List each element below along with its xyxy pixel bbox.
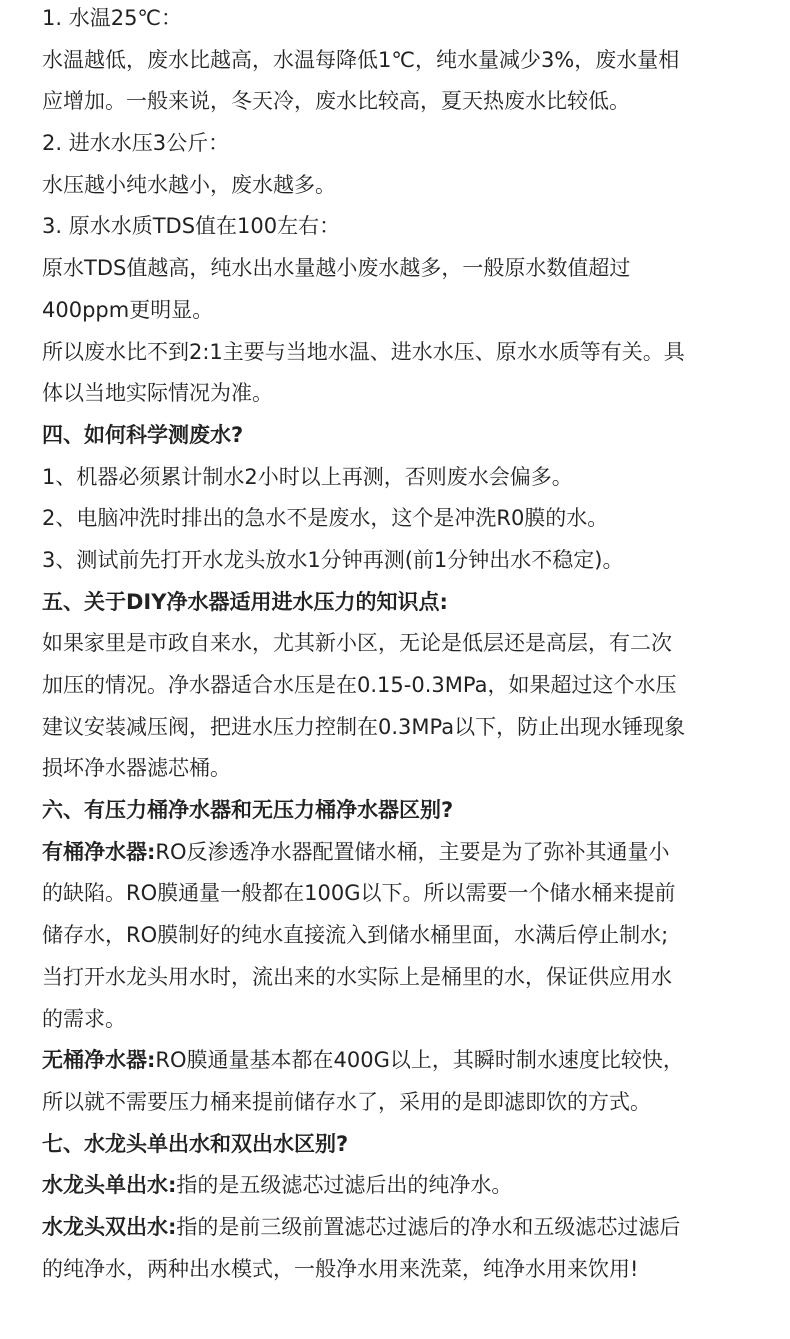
paragraph-line: 储存水，RO膜制好的纯水直接流入到储水桶里面，水满后停止制水; xyxy=(42,923,669,948)
paragraph-line: 体以当地实际情况为准。 xyxy=(42,381,273,406)
lead-text: RO膜通量基本都在400G以上，其瞬时制水速度比较快， xyxy=(155,1048,684,1073)
paragraph-line: 水压越小纯水越小，废水越多。 xyxy=(42,172,336,197)
section-heading-7: 七、水龙头单出水和双出水区别? xyxy=(42,1131,349,1156)
paragraph-line: 的纯净水，两种出水模式，一般净水用来洗菜，纯净水用来饮用! xyxy=(42,1256,639,1281)
section-heading-5: 五、关于DIY净水器适用进水压力的知识点: xyxy=(42,589,448,614)
paragraph-line xyxy=(42,1207,772,1249)
lead-text: 指的是五级滤芯过滤后出的纯净水。 xyxy=(176,1173,513,1198)
lead-term-tank-purifier: 有桶净水器: xyxy=(42,839,156,864)
paragraph-line: 水温越低，废水比越高，水温每降低1℃，纯水量减少3%，废水量相 xyxy=(42,47,680,72)
paragraph-line: 如果家里是市政自来水，尤其新小区，无论是低层还是高层，有二次 xyxy=(42,631,672,656)
paragraph-line: 建议安装减压阀，把进水压力控制在0.3MPa以下，防止出现水锤现象 xyxy=(42,714,686,739)
article-body xyxy=(42,0,772,1290)
paragraph-line: 所以废水比不到2:1主要与当地水温、进水水压、原水水质等有关。具 xyxy=(42,339,685,364)
lead-term-single-outlet: 水龙头单出水: xyxy=(42,1173,177,1198)
paragraph-line: 400ppm更明显。 xyxy=(42,297,214,322)
paragraph-line xyxy=(42,1165,772,1207)
paragraph-line: 的需求。 xyxy=(42,1006,126,1031)
paragraph-line: 所以就不需要压力桶来提前储存水了，采用的是即滤即饮的方式。 xyxy=(42,1089,651,1114)
paragraph-line: 原水TDS值越高，纯水出水量越小废水越多，一般原水数值超过 xyxy=(42,256,631,281)
section-heading-4: 四、如何科学测废水? xyxy=(42,422,244,447)
section-heading-6: 六、有压力桶净水器和无压力桶净水器区别? xyxy=(42,798,454,823)
lead-text: RO反渗透净水器配置储水桶，主要是为了弥补其通量小 xyxy=(155,839,670,864)
paragraph-line: 损坏净水器滤芯桶。 xyxy=(42,756,231,781)
list-item: 2、电脑冲洗时排出的急水不是废水，这个是冲洗R0膜的水。 xyxy=(42,506,609,531)
paragraph-line: 的缺陷。RO膜通量一般都在100G以下。所以需要一个储水桶来提前 xyxy=(42,881,676,906)
subheading-raw-water-tds: 3. 原水水质TDS值在100左右： xyxy=(42,214,341,239)
list-item: 3、测试前先打开水龙头放水1分钟再测(前1分钟出水不稳定)。 xyxy=(42,547,624,572)
lead-text: 指的是前三级前置滤芯过滤后的净水和五级滤芯过滤后 xyxy=(176,1214,681,1239)
lead-term-dual-outlet: 水龙头双出水: xyxy=(42,1214,177,1239)
paragraph-line xyxy=(42,1040,772,1082)
paragraph-line: 应增加。一般来说，冬天冷，废水比较高，夏天热废水比较低。 xyxy=(42,89,630,114)
lead-term-tankless-purifier: 无桶净水器: xyxy=(42,1048,156,1073)
paragraph-line: 当打开水龙头用水时，流出来的水实际上是桶里的水，保证供应用水 xyxy=(42,964,672,989)
list-item: 1、机器必须累计制水2小时以上再测，否则废水会偏多。 xyxy=(42,464,573,489)
subheading-inlet-pressure: 2. 进水水压3公斤： xyxy=(42,131,230,156)
subheading-water-temperature: 1. 水温25℃： xyxy=(42,6,183,30)
paragraph-line xyxy=(42,832,772,874)
paragraph-line: 加压的情况。净水器适合水压是在0.15-0.3MPa，如果超过这个水压 xyxy=(42,673,677,697)
